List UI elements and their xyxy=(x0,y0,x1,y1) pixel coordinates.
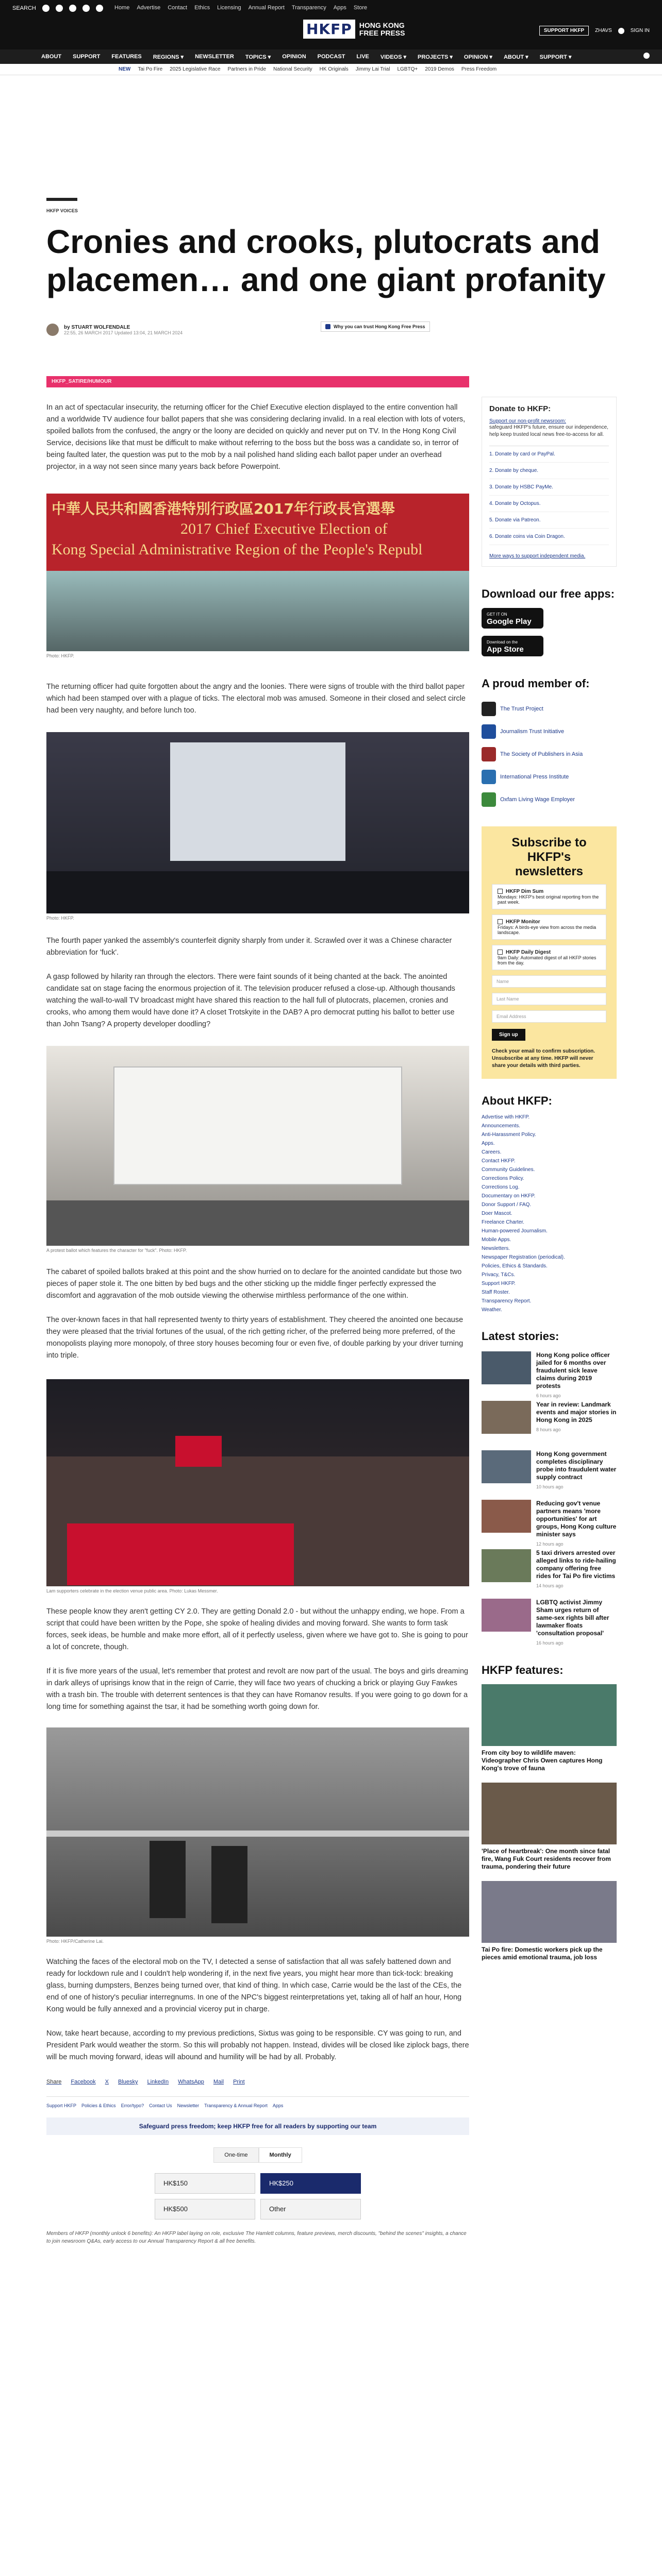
paragraph: Now, take heart because, according to my previous predictions, Sixtus was going to be responsible. CY was going to run, and President Park would weather the storm. So this will probably not happen. Instead, divides will be closed like ziplock bags, there will be much moving forward, ideas will abound and humility will be had by all. Probably. xyxy=(46,2029,469,2061)
tag-item[interactable]: LGBTQ+ xyxy=(397,66,418,72)
about-link[interactable]: Transparency Report. xyxy=(482,1298,532,1304)
donate-link[interactable]: Support our non-profit newsroom: xyxy=(489,418,566,424)
story-thumbnail xyxy=(482,1401,531,1434)
feature-image xyxy=(482,1783,617,1844)
share-x[interactable]: X xyxy=(105,2079,109,2085)
top-links xyxy=(114,5,367,11)
nav-support[interactable]: SUPPORT xyxy=(73,54,101,60)
site-logo[interactable] xyxy=(303,20,405,39)
feature-story[interactable]: From city boy to wildlife maven: Videographer Chris Owen captures Hong Kong's trove of fauna xyxy=(482,1684,617,1772)
sign-up-button[interactable]: Sign up xyxy=(492,1029,525,1041)
nav-regions[interactable]: REGIONS ▾ xyxy=(153,54,184,60)
facebook-icon[interactable] xyxy=(42,5,49,12)
byline xyxy=(46,324,183,336)
story-thumbnail xyxy=(482,1549,531,1582)
photo-caption: Photo: HKFP/Catherine Lai. xyxy=(46,1939,104,1944)
share-bluesky[interactable]: Bluesky xyxy=(118,2079,138,2085)
latest-list xyxy=(482,1351,617,1648)
author-name[interactable]: by STUART WOLFENDALE xyxy=(64,324,130,330)
footer-link-transparency[interactable]: Transparency & Annual Report xyxy=(204,2103,268,2108)
latest-story[interactable]: 5 taxi drivers arrested over alleged links to ride-hailing company offering free rides for Tai Po fire victims 14 hours ago xyxy=(482,1549,617,1599)
x-icon[interactable] xyxy=(56,5,63,12)
tag-item[interactable]: Tai Po Fire xyxy=(138,66,163,72)
story-thumbnail xyxy=(482,1599,531,1632)
checkbox[interactable] xyxy=(498,950,503,955)
checkbox[interactable] xyxy=(498,919,503,924)
about-list xyxy=(482,1113,617,1314)
photo-caption: Photo: HKFP. xyxy=(46,916,74,921)
tag-item[interactable]: Partners in Pride xyxy=(227,66,267,72)
about-link[interactable]: Corrections Log. xyxy=(482,1184,520,1190)
paragraph: Watching the faces of the electoral mob on the TV, I detected a sense of satisfaction that all was safely battened down and ready for lockdown rule and I couldn't help wondering if, in the next five years, you might hear more than tick-tock: breaking glass, burning dumpsters, Benzes being turned over, that kind of thing. In which case, Carrie would be the last of the CEs, the end of one of history's peculiar interregnums. In one of the NPC's biggest reinterpretations yet, taking all of half an hour, Hong Kong would be fully annexed and a provincial viceroy put in charge. xyxy=(46,1958,462,2013)
photo-caption: Photo: HKFP. xyxy=(46,653,74,658)
story-thumbnail xyxy=(482,1500,531,1533)
newsletter-option[interactable]: HKFP Dim Sum Mondays: HKFP's best original reporting from the past week. xyxy=(492,884,606,909)
latest-title: Latest stories: xyxy=(482,1330,559,1343)
flag-small xyxy=(175,1436,222,1467)
more-ways-link[interactable]: More ways to support independent media. xyxy=(489,553,586,559)
about-link[interactable]: Staff Roster. xyxy=(482,1290,510,1295)
google-play-button[interactable]: GET IT ON Google Play xyxy=(482,608,543,629)
officer xyxy=(150,1841,186,1918)
tag-item[interactable]: Jimmy Lai Trial xyxy=(355,66,390,72)
share-mail[interactable]: Mail xyxy=(213,2079,224,2085)
about-link[interactable]: Careers. xyxy=(482,1149,502,1155)
trust-icon xyxy=(325,324,330,329)
paragraph: The over-known faces in that hall represented twenty to thirty years of establishment. They cheered the anointed one because they were pleased that the trivial fortunes of the usual, of the rich getting richer, of the preferred being more preferred, of the monopolists playing more monopoly, of three story houses becoming four or even five, of double parking by your driver turning into triple. xyxy=(46,1316,464,1360)
nav-about-menu[interactable]: ABOUT ▾ xyxy=(503,54,528,60)
newsletter-box xyxy=(482,826,617,1079)
features-title: HKFP features: xyxy=(482,1664,564,1676)
donate-method[interactable]: 2. Donate by cheque. xyxy=(489,463,609,479)
donate-methods xyxy=(489,446,609,545)
about-link[interactable]: Anti-Harassment Policy. xyxy=(482,1132,536,1138)
article-photo xyxy=(46,1046,469,1246)
logo-wordmark: HONG KONG FREE PRESS xyxy=(359,21,405,37)
photo-caption: A protest ballot which features the character for "fuck". Photo: HKFP. xyxy=(46,1248,187,1253)
top-link-store[interactable]: Store xyxy=(353,5,368,11)
top-bar xyxy=(0,0,662,15)
linkedin-icon[interactable] xyxy=(96,5,103,12)
flag xyxy=(67,1523,294,1585)
jti-icon xyxy=(482,724,496,739)
donate-method[interactable]: 1. Donate by card or PayPal. xyxy=(489,446,609,463)
checkbox[interactable] xyxy=(498,889,503,894)
top-link-transparency[interactable]: Transparency xyxy=(291,5,326,11)
about-link[interactable]: Weather. xyxy=(482,1307,502,1313)
donate-method[interactable]: 6. Donate coins via Coin Dragon. xyxy=(489,529,609,545)
feature-story[interactable]: 'Place of heartbreak': One month since fatal fire, Wang Fuk Court residents recover from trauma, pondering their future xyxy=(482,1783,617,1871)
ipi-icon xyxy=(482,770,496,784)
nav-features[interactable]: FEATURES xyxy=(111,54,142,60)
about-link[interactable]: Mobile Apps. xyxy=(482,1237,511,1243)
amount-option[interactable]: HK$250 xyxy=(260,2173,361,2194)
category-label: HKFP_SATIRE/HUMOUR xyxy=(52,379,112,384)
article-body xyxy=(46,397,469,2245)
article-photo xyxy=(46,1379,469,1586)
banner-text-english-1: 2017 Chief Executive Election of xyxy=(180,520,388,537)
trust-project-icon xyxy=(482,702,496,716)
article-footer-links xyxy=(46,2096,469,2108)
paragraph: These people know they aren't getting CY 2.0. They are getting Donald 2.0 - but without the unhappy ending, we hope. From a script that could have been written by the Pope, she spoke of healing divides and moving forward. She wants to form task forces, seek ideas, be humble and make more effort, all of it perfectly useless, given where we have got to. She is going to pour a lot of concrete, though. xyxy=(46,1607,468,1651)
banner-text-english-2: Kong Special Administrative Region of the People's Republ xyxy=(52,541,423,558)
top-link-ethics[interactable]: Ethics xyxy=(194,5,210,11)
audience xyxy=(46,1200,469,1246)
about-link[interactable]: Human-powered Journalism. xyxy=(482,1228,548,1234)
article-photo xyxy=(46,732,469,913)
projector-screen xyxy=(170,742,345,861)
top-link-annual-report[interactable]: Annual Report xyxy=(248,5,285,11)
article-photo xyxy=(46,1727,469,1937)
nav-about[interactable]: ABOUT xyxy=(41,54,62,60)
officer xyxy=(211,1846,247,1923)
about-link[interactable]: Announcements. xyxy=(482,1123,521,1129)
about-link[interactable]: Newspaper Registration (periodical). xyxy=(482,1255,565,1260)
amount-grid xyxy=(155,2173,361,2219)
about-link[interactable]: Support HKFP. xyxy=(482,1281,516,1286)
about-link[interactable]: Donor Support / FAQ. xyxy=(482,1202,532,1208)
feature-story[interactable]: Tai Po fire: Domestic workers pick up the pieces amid emotional trauma, job loss xyxy=(482,1881,617,1961)
photo-caption: Lam supporters celebrate in the election venue public area. Photo: Lukas Messmer. xyxy=(46,1588,218,1594)
about-title: About HKFP: xyxy=(482,1094,552,1107)
story-thumbnail xyxy=(482,1351,531,1384)
latest-story[interactable]: Hong Kong police officer jailed for 6 months over fraudulent sick leave claims during 2019 protests 6 hours ago xyxy=(482,1351,617,1401)
trust-badge[interactable] xyxy=(321,321,430,332)
member-title: A proud member of: xyxy=(482,677,590,690)
latest-story[interactable]: Reducing gov't venue partners means 'more opportunities' for art groups, Hong Kong culture minister says 12 hours ago xyxy=(482,1500,617,1549)
donate-subtext: safeguard HKFP's future, ensure our independence, help keep trusted local news free-to-access for all. xyxy=(489,425,608,437)
tag-item[interactable]: HK Originals xyxy=(319,66,349,72)
last-name-field[interactable]: Last Name xyxy=(492,993,606,1005)
amount-option[interactable]: HK$500 xyxy=(155,2199,255,2219)
donation-tabs xyxy=(46,2147,469,2163)
about-link[interactable]: Policies, Ethics & Standards. xyxy=(482,1263,548,1269)
search-icon[interactable] xyxy=(643,53,650,59)
member-sopa[interactable]: The Society of Publishers in Asia xyxy=(482,743,617,766)
barrier xyxy=(46,1831,469,1837)
sopa-icon xyxy=(482,747,496,761)
audience xyxy=(46,871,469,913)
about-link[interactable]: Privacy, T&Cs. xyxy=(482,1272,516,1278)
publish-dates: 22:55, 26 MARCH 2017 Updated 13:04, 21 MARCH 2024 xyxy=(64,330,183,335)
new-label: NEW xyxy=(119,66,131,72)
stage-floor xyxy=(46,571,469,651)
nav-opinion-menu[interactable]: OPINION ▾ xyxy=(464,54,492,60)
paragraph: The fourth paper yanked the assembly's counterfeit dignity sharply from under it. Scrawled over it was a Chinese character abbreviation for 'fuck'. xyxy=(46,937,452,957)
latest-story[interactable]: LGBTQ activist Jimmy Sham urges return of same-sex rights bill after lawmaker floats 'consultation proposal' 16 hours ago xyxy=(482,1599,617,1648)
oxfam-icon xyxy=(482,792,496,807)
tag-item[interactable]: Press Freedom xyxy=(461,66,497,72)
footer-link-contact[interactable]: Contact Us xyxy=(149,2103,172,2108)
about-link[interactable]: Documentary on HKFP. xyxy=(482,1193,536,1199)
sidebar xyxy=(482,397,617,1961)
nav-live[interactable]: LIVE xyxy=(356,54,369,60)
newsletter-option[interactable]: HKFP Daily Digest 9am Daily: Automated digest of all HKFP stories from the day. xyxy=(492,945,606,970)
share-linkedin[interactable]: LinkedIn xyxy=(147,2079,169,2085)
about-link[interactable]: Advertise with HKFP. xyxy=(482,1114,530,1120)
members-note: Members of HKFP (monthly unlock 6 benefits): An HKFP label laying on role, exclusive The Hamlett columns, feature previews, merch discounts, "behind the scenes" insights, a chance to join newsroom Q&As, early access to our Annual Transparency Report & all free benefits. xyxy=(46,2231,467,2244)
paragraph: In an act of spectacular insecurity, the returning officer for the Chief Executive election displayed to the entire convention hall and a worldwide TV audience four ballot papers that she was considering declaring invalid. In a real election with lots of voters, spoiled ballots from the confused, the angry or the loony are decided on quickly and never put on TV. In the Hong Kong Civil Service, decisions like that must be difficult to make without referring to the boss but the boss was a candidate so, in terror of being faulted later, the question was put to the mob by a nail polished hand sliding each ballot paper under an overhead projector, in a way not seen since many years back before Powerpoint. xyxy=(46,403,466,471)
about-link[interactable]: Freelance Charter. xyxy=(482,1219,524,1225)
safeguard-text: Safeguard press freedom; keep HKFP free for all readers by supporting our team xyxy=(139,2123,377,2130)
youtube-icon[interactable] xyxy=(82,5,90,12)
amount-option[interactable]: HK$150 xyxy=(155,2173,255,2194)
nav-podcast[interactable]: PODCAST xyxy=(317,54,345,60)
masthead xyxy=(0,15,662,49)
apps-title: Download our free apps: xyxy=(482,587,615,600)
donate-method[interactable]: 5. Donate via Patreon. xyxy=(489,512,609,529)
email-field[interactable]: Email Address xyxy=(492,1010,606,1023)
footer-link-policies[interactable]: Policies & Ethics xyxy=(81,2103,116,2108)
projected-ballot xyxy=(113,1066,402,1185)
about-link[interactable]: Doer Mascot. xyxy=(482,1211,512,1216)
about-link[interactable]: Apps. xyxy=(482,1141,495,1146)
latest-story[interactable]: Year in review: Landmark events and major stories in Hong Kong in 2025 8 hours ago xyxy=(482,1401,617,1450)
newsletter-note: Check your email to confirm subscription. Unsubscribe at any time. HKFP will never share your details with third parties. xyxy=(492,1048,595,1069)
tag-item[interactable]: 2025 Legislative Race xyxy=(170,66,221,72)
banner-text-chinese: 中華人民共和國香港特別行政區2017年行政長官選舉 xyxy=(52,500,395,517)
category-bar[interactable] xyxy=(46,376,469,387)
instagram-icon[interactable] xyxy=(69,5,76,12)
newsletter-title: Subscribe to HKFP's newsletters xyxy=(511,836,587,878)
about-link[interactable]: Newsletters. xyxy=(482,1246,510,1251)
article-photo xyxy=(46,494,469,651)
footer-link-support[interactable]: Support HKFP xyxy=(46,2103,77,2108)
share-facebook[interactable]: Facebook xyxy=(71,2079,96,2085)
share-whatsapp[interactable]: WhatsApp xyxy=(178,2079,204,2085)
member-jti[interactable]: Journalism Trust Initiative xyxy=(482,720,617,743)
support-hkfp-button[interactable]: SUPPORT HKFP xyxy=(539,26,589,36)
newsletter-option[interactable]: HKFP Monitor Fridays: A birds-eye view from across the media landscape. xyxy=(492,914,606,940)
nav-support-menu[interactable]: SUPPORT ▾ xyxy=(539,54,572,60)
top-link-contact[interactable]: Contact xyxy=(168,5,188,11)
sign-in-link[interactable]: SIGN IN xyxy=(630,28,650,33)
share-label: Share xyxy=(46,2079,62,2085)
article-kicker[interactable]: HKFP VOICES xyxy=(46,208,78,213)
nav-topics[interactable]: TOPICS ▾ xyxy=(245,54,271,60)
safeguard-banner[interactable] xyxy=(46,2117,469,2135)
tab-monthly[interactable]: Monthly xyxy=(259,2147,302,2163)
trust-label: Why you can trust Hong Kong Free Press xyxy=(334,324,425,329)
name-field[interactable]: Name xyxy=(492,975,606,988)
top-link-licensing[interactable]: Licensing xyxy=(217,5,241,11)
language-toggle[interactable]: ZHAVS xyxy=(595,28,612,33)
tag-bar xyxy=(0,64,662,75)
paragraph: The returning officer had quite forgotten about the angry and the loonies. There were signs of trouble with the third ballot paper which had been stamped over with a plague of ticks. The electoral mob was amused. Someone in their closed and select circle had been very naughty, and before lunch too. xyxy=(46,683,466,715)
donate-method[interactable]: 3. Donate by HSBC PayMe. xyxy=(489,479,609,496)
search-link[interactable]: SEARCH xyxy=(12,5,36,11)
donate-box xyxy=(482,397,617,567)
top-link-home[interactable]: Home xyxy=(114,5,130,11)
donate-method[interactable]: 4. Donate by Octopus. xyxy=(489,496,609,512)
nav-opinion[interactable]: OPINION xyxy=(282,54,306,60)
app-store-button[interactable]: Download on the App Store xyxy=(482,636,543,656)
about-link[interactable]: Corrections Policy. xyxy=(482,1176,524,1181)
nav-projects[interactable]: PROJECTS ▾ xyxy=(418,54,453,60)
article-title: Cronies and crooks, plutocrats and placemen… and one giant profanity xyxy=(46,223,606,298)
paragraph: A gasp followed by hilarity ran through the electors. There were faint sounds of it being chanted at the back. The anointed candidate sat on stage facing the enormous projection of it. The television producer refused a close-up. Although thousands watching the wall-to-wall TV broadcast might have shared this reaction to the hall full of plutocrats, placemen, cronies and crooks, who among them would have done it? A closet Trotskyite in the DAB? A pro democrat putting his ballot to better use than John Tsang? A property developer doodling? xyxy=(46,973,455,1028)
nav-newsletter[interactable]: NEWSLETTER xyxy=(195,54,234,60)
footer-link-apps[interactable]: Apps xyxy=(272,2103,284,2108)
tab-one-time[interactable]: One-time xyxy=(213,2147,258,2163)
feature-image xyxy=(482,1684,617,1746)
member-oxfam[interactable]: Oxfam Living Wage Employer xyxy=(482,788,617,811)
member-ipi[interactable]: International Press Institute xyxy=(482,766,617,788)
share-print[interactable]: Print xyxy=(233,2079,245,2085)
section-rule xyxy=(46,198,77,201)
top-link-advertise[interactable]: Advertise xyxy=(137,5,161,11)
share-bar xyxy=(46,2079,469,2085)
main-nav xyxy=(0,49,662,64)
tag-item[interactable]: 2019 Demos xyxy=(425,66,454,72)
paragraph: The cabaret of spoiled ballots braked at this point and the show hurried on to declare for the anointed candidate but those two pieces of paper stole it. The one bitten by bed bugs and the other sticking up the middle finger perfectly expressed the discomfort and aggravation of the mob outside viewing the otherwise mirthless performance of the one within. xyxy=(46,1268,462,1300)
latest-story[interactable]: Hong Kong government completes disciplinary probe into fraudulent water supply contract 10 hours ago xyxy=(482,1450,617,1500)
about-link[interactable]: Contact HKFP. xyxy=(482,1158,516,1164)
donate-title: Donate to HKFP: xyxy=(489,404,551,413)
feature-image xyxy=(482,1881,617,1943)
member-list xyxy=(482,698,617,811)
member-trust-project[interactable]: The Trust Project xyxy=(482,698,617,720)
footer-link-newsletter[interactable]: Newsletter xyxy=(177,2103,200,2108)
author-avatar xyxy=(46,324,59,336)
footer-link-error[interactable]: Error/typo? xyxy=(121,2103,144,2108)
about-link[interactable]: Community Guidelines. xyxy=(482,1167,535,1173)
story-thumbnail xyxy=(482,1450,531,1483)
tag-item[interactable]: National Security xyxy=(273,66,312,72)
logo-mark: HKFP xyxy=(303,20,355,39)
top-link-apps[interactable]: Apps xyxy=(333,5,346,11)
amount-option[interactable]: Other xyxy=(260,2199,361,2219)
paragraph: If it is five more years of the usual, let's remember that protest and revolt are now part of the usual. The boys and girls dreaming in dark alleys of uprisings know that in the reign of Carrie, they will face two years of chucking a brick or playing Guy Fawkes with a trash bin. The trouble with deterrent sentences is that they can have Romanov results. If you were going to go down for a long time for something against the tsar, it had be something worth going down for. xyxy=(46,1667,469,1711)
nav-videos[interactable]: VIDEOS ▾ xyxy=(380,54,407,60)
user-icon[interactable] xyxy=(618,28,624,34)
